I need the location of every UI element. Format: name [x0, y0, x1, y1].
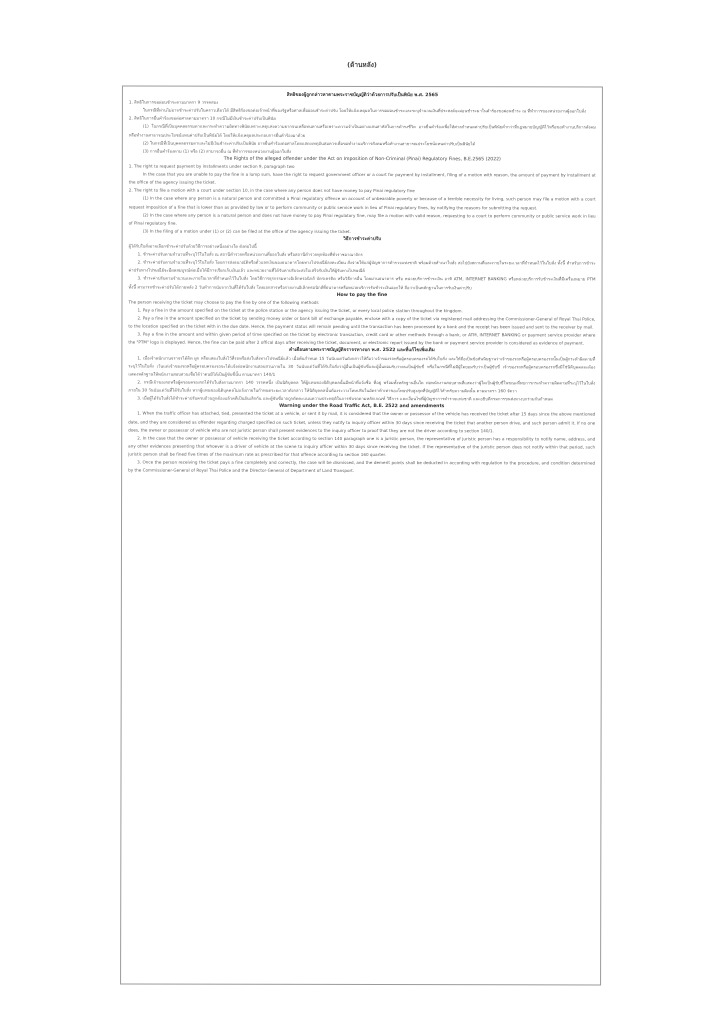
thai-warning-title: คำเตือนตามพระราชบัญญัติจราจรทางบก พ.ศ. 2522 และที่แก้ไขเพิ่มเติม [289, 348, 435, 354]
thai-rights-section [129, 92, 596, 157]
english-payment-intro: The person receiving the ticket may choose to pay the fine by one of the following methods [128, 299, 319, 305]
thai-payment-section [129, 235, 596, 292]
english-rights-item2-heading: 2. The right to file a motion with a court under section 10, in the case where any person does not have money to pay Pinai regulatory fine [128, 187, 415, 194]
english-rights-item2-sub1: (1) In the case where any person is a natural person and committed a Pinai regulatory offence on account of unbearable poverty or because of a terrible necessity for living, such person may file a motion with a court request imposition of a fine that is lower than as provided by law or to perform community or public service work in lieu of Pinai regulatory fines, by notifying the reasons for submitting the request. [128, 195, 596, 210]
english-payment-section [128, 291, 595, 348]
english-warning-item2: 2. In the case that the owner or possessor of vehicle receiving the ticket according to section 140 paragraph one is a juristic person, the representative of juristic person has a responsibility to notify name, address, and any other evidences presenting that whoever is a driver of vehicle at the scene to inquiry officer within 30 days since receiving the ticket. If the representative of the juristic person does not notify within that period, such juristic person shall be fined five times of the maximum rate as prescribed for that offence according to section 160 quarter. [128, 435, 596, 457]
thai-rights-title: สิทธิของผู้ถูกกล่าวหาตามพระราชบัญญัติว่าด้วยการปรับเป็นพินัย พ.ศ. 2565 [286, 92, 439, 99]
english-rights-item1-body: In the case that you are unable to pay the fine in a lump sum, have the right to request government officer or a court for payment by installment, filing of a motion with reason, the amount of payment by installment at the office of the agency issuing the ticket. [128, 171, 596, 185]
english-payment-item2: 2. Pay a fine in the amount specified on the ticket by sending money order or bank bill of exchange payable, enclose with a copy of the ticket via registered mail addressing the Commissioner-General of Royal Thai Police, to the location specified on the ticket with in the due date. Hence, the payment status will remain pending until the transaction has been processed by a bank and the receipt has been issued and sent to the receiver by mail. [128, 315, 596, 330]
english-payment-title: How to pay the fine [336, 292, 388, 298]
thai-rights-item2-heading: 2. สิทธิในการยื่นคำร้องขอต่อศาลตามมาตรา 10 กรณีไม่มีเงินชำระค่าปรับเป็นพินัย [128, 115, 276, 122]
thai-payment-item3: 3. ชำระค่าปรับตามจำนวนและภายในเวลาที่กำหนดไว้ในใบสั่ง โดยวิธีการธุรกรรมทางอิเล็กทรอนิกส์ บัตรเครดิต หรือวิธีการอื่น โดยผ่านธนาคาร หรือ หน่วยบริการชำระเงิน อาทิ ATM, INTERNET BANKING หรือหน่วยบริการรับชำระเงินที่มีเครื่องหมาย PTM ทั้งนี้ สามารถชำระค่าปรับได้ภายหลัง 2 วันทำการนับจากวันที่ได้รับใบสั่ง โดยเอกสารหรือรายงานอิเล็กทรอนิกส์ที่ธนาคารหรือหน่วยบริการรับชำระเงินออกให้ ถือว่าเป็นหลักฐานในการรับเงินค่าปรับ [128, 276, 596, 290]
english-rights-section [129, 155, 596, 236]
thai-warning-item3: 3. เมื่อผู้ได้รับใบสั่งได้ชำระค่าปรับครบถ้วนถูกต้องแล้วคดีเป็นอันเลิกกัน และผู้ขับขี่อาจถูกตัดคะแนนความประพฤติในการขับรถตามหลักเกณฑ์ วิธีการ และเงื่อนไขที่ผู้บัญชาการตำรวจแห่งชาติ และอธิบดีกรมการขนส่งทางบกร่วมกันกำหนด [137, 395, 553, 402]
thai-warning-item2: 2. กรณีเจ้าของรถหรือผู้ครอบครองรถได้รับใบสั่งตามมาตรา 140 วรรคหนึ่ง เป็นนิติบุคคล ให้ผู้แทนของนิติบุคคลนั้นมีหน้าที่แจ้งชื่อ ที่อยู่ พร้อมทั้งหลักฐานอื่นใด ต่อพนักงานสอบสวนที่แสดงว่าผู้ใดเป็นผู้ขับขี่ในขณะที่พบการกระทำความผิดตามที่ระบุไว้ในใบสั่งภายใน 30 วันนับแต่วันที่ได้รับใบสั่ง หากผู้แทนของนิติบุคคลไม่แจ้งภายในกำหนดระยะเวลาดังกล่าว ให้นิติบุคคลนั้นต้องระวางโทษปรับในอัตราห้าเท่าของโทษปรับสูงสุดที่บัญญัติไว้สำหรับความผิดนั้น ตามมาตรา 160 จัตวา [128, 379, 596, 394]
english-warning-title: Warning under the Road Traffic Act, B.E. 2522 and amendments [279, 404, 445, 410]
thai-rights-item1-heading: 1. สิทธิในการขอผ่อนชำระตามมาตรา 9 วรรคสอง [128, 99, 219, 105]
english-warning-item3: 3. Once the person receiving the ticket pays a fine completely and correctly, the case will be dismissed, and the demerit points shall be deducted in according with regulation to the procedure, and condition determined by the Commissioner-General of Royal Thai Police and the Director-General of Department of Land Transport. [128, 459, 596, 474]
thai-payment-title: วิธีการชำระค่าปรับ [343, 236, 382, 242]
english-rights-title: The Rights of the alleged offender under the Act on Imposition of Non-Criminal (Pinai) Regulatory Fines, B.E.2565 (2022) [223, 156, 501, 163]
thai-payment-intro: ผู้ได้รับใบสั่งอาจเลือกชำระค่าปรับด้วยวิธีการอย่างหนึ่งอย่างใด ดังต่อไปนี้ [128, 243, 257, 249]
thai-warning-section [128, 347, 595, 404]
page-side-label: (ด้านหลัง) [347, 61, 377, 69]
english-warning-section [128, 403, 595, 476]
thai-warning-item1: 1. เมื่อเจ้าพนักงานจราจรได้ติด ผูก หรือแสดงใบสั่งไว้ที่รถหรือส่งใบสั่งทางไปรษณีย์แล้ว เมื่อพ้นกำหนด 15 วันนับแต่วันดังกล่าวให้ถือว่าเจ้าของรถหรือผู้ครอบครองรถได้รับใบสั่ง และให้ถือเป็นข้อสันนิษฐานว่าเจ้าของรถหรือผู้ครอบครองรถนั้นเป็นผู้กระทำผิดตามที่ระบุไว้ในใบสั่ง เว้นแต่เจ้าของรถหรือผู้ครอบครองรถจะได้แจ้งต่อพนักงานสอบสวนภายใน 30 วันนับแต่วันที่ได้รับใบสั่งว่าผู้อื่นเป็นผู้ขับขี่และผู้นั้นยอมรับว่าตนเป็นผู้ขับขี่ หรือในกรณีที่ไม่มีผู้ใดยอมรับว่าเป็นผู้ขับขี่ เจ้าของรถหรือผู้ครอบครองรถซึ่งมิใช่นิติบุคคลจะต้องแสดงหลักฐานให้พนักงานสอบสวนเชื่อได้ว่าตนมิได้เป็นผู้ขับขี่นั้น ตามมาตรา 140/1 [128, 355, 596, 377]
thai-payment-item1: 1. ชำระค่าปรับตามจำนวนที่ระบุไว้ในใบสั่ง ณ สถานีตำรวจหรือหน่วยงานที่ออกใบสั่ง หรือสถานีตำรวจทุกท้องที่ทั่วราชอาณาจักร [137, 251, 363, 258]
thai-rights-item2-sub3: (3) การยื่นคำร้องตาม (1) หรือ (2) สามารถยื่น ณ ที่ทำการของหน่วยงานผู้ออกใบสั่ง [142, 148, 292, 154]
english-warning-item1: 1. When the traffic officer has attached, tied, presented the ticket at a vehicle, or sent it by mail, it is considered that the owner or possessor of the vehicle has received the ticket after 15 days since the above mentioned date, and they are considered as offender regarding charged specified on such ticket, unless they notify to inquiry officer within 30 days since receiving the ticket that another person drive, and such person admit it. If no one does, the owner or possessor of vehicle who are not juristic person shall present evidences to the inquiry officer to proof that they are not the driver according to section 140/1. [128, 410, 596, 433]
thai-payment-item2: 2. ชำระค่าปรับตามจำนวนที่ระบุไว้ในใบสั่ง โดยการส่งธนาณัติหรือตั๋วแลกเงินของธนาคารโดยทางไปรษณีย์ลงทะเบียน สั่งจ่ายให้แก่ผู้บัญชาการตำรวจแห่งชาติ พร้อมด้วยสำเนาใบสั่ง ส่งไปยังสถานที่และภายในระยะเวลาที่กำหนดไว้ในใบสั่ง ทั้งนี้ สำหรับการชำระค่าปรับทางไปรษณีย์จะมีผลสมบูรณ์ต่อเมื่อได้มีการเรียกเก็บเงินแล้ว และหน่วยงานที่ได้รับค่าปรับจะส่งใบเสร็จรับเงินให้ผู้รับทางไปรษณีย์ [128, 259, 596, 274]
english-rights-item2-sub3: (3) In the filing of a motion under (1) or (2) can be filed at the office of the agency issuing the ticket. [142, 228, 352, 234]
english-rights-item1-heading: 1. The right to request payment by installments under section 9, paragraph two [128, 163, 295, 169]
thai-rights-item2-sub1: (1) ในกรณีที่เป็นบุคคลธรรมดาและกระทำความผิดทางพินัยเพราะเหตุแห่งความยากจนเหลือทนทานหรือเพราะความจำเป็นอย่างแสนสาหัสในการดำรงชีวิต อาจยื่นคำร้องเพื่อให้ศาลกำหนดค่าปรับเป็นพินัยต่ำกว่าที่กฎหมายบัญญัติไว้หรือขอทำงานบริการสังคมหรือทำงานสาธารณประโยชน์แทนค่าปรับเป็นพินัยได้ โดยให้แจ้งเหตุผลประกอบการยื่นคำร้องมาด้วย [128, 124, 596, 138]
english-payment-item1: 1. Pay a fine in the amount specified on the ticket at the police station or the agency issuing the ticket, or every local police station throughout the kingdom. [137, 307, 463, 314]
english-payment-item3: 3. Pay a fine in the amount and within given period of time specified on the ticket by electronic transaction, credit card or other methods through a bank, or ATM, INTERNET BANKING or payment service provider where the "PTM" logo is displayed. Hence, the fine can be paid after 2 offical days after receiving the ticket, document, or electronic report issued by the bank or payment service provider is considered as evidence of payment. [128, 331, 596, 346]
thai-rights-item1-body: ในกรณีที่ท่านไม่อาจชำระค่าปรับในคราวเดียวได้ มีสิทธิร้องขอต่อเจ้าหน้าที่ของรัฐหรือศาลเพื่อผ่อนชำระค่าปรับ โดยให้แจ้งเหตุผลในการขอผ่อนชำระและระบุจำนวนเงินที่ประสงค์จะผ่อนชำระมาในคำร้องขอผ่อนชำระ ณ ที่ทำการของหน่วยงานผู้ออกใบสั่ง [142, 107, 587, 114]
document-frame [120, 85, 603, 985]
thai-rights-item2-sub2: (2) ในกรณีที่เป็นบุคคลธรรมดาและไม่มีเงินชำระค่าปรับเป็นพินัย อาจยื่นคำร้องต่อศาลโดยแสดงเหตุอันสมควรเพื่อขอทำงานบริการสังคมหรือทำงานสาธารณประโยชน์แทนค่าปรับเป็นพินัยได้ [142, 140, 476, 146]
english-rights-item2-sub2: (2) In the case where any person is a natural person and does not have money to pay Pinai regulatory fine, may file a motion with valid reason, requesting to a court to perform community or public service work in lieu of Pinai regulatory fine. [128, 212, 596, 226]
